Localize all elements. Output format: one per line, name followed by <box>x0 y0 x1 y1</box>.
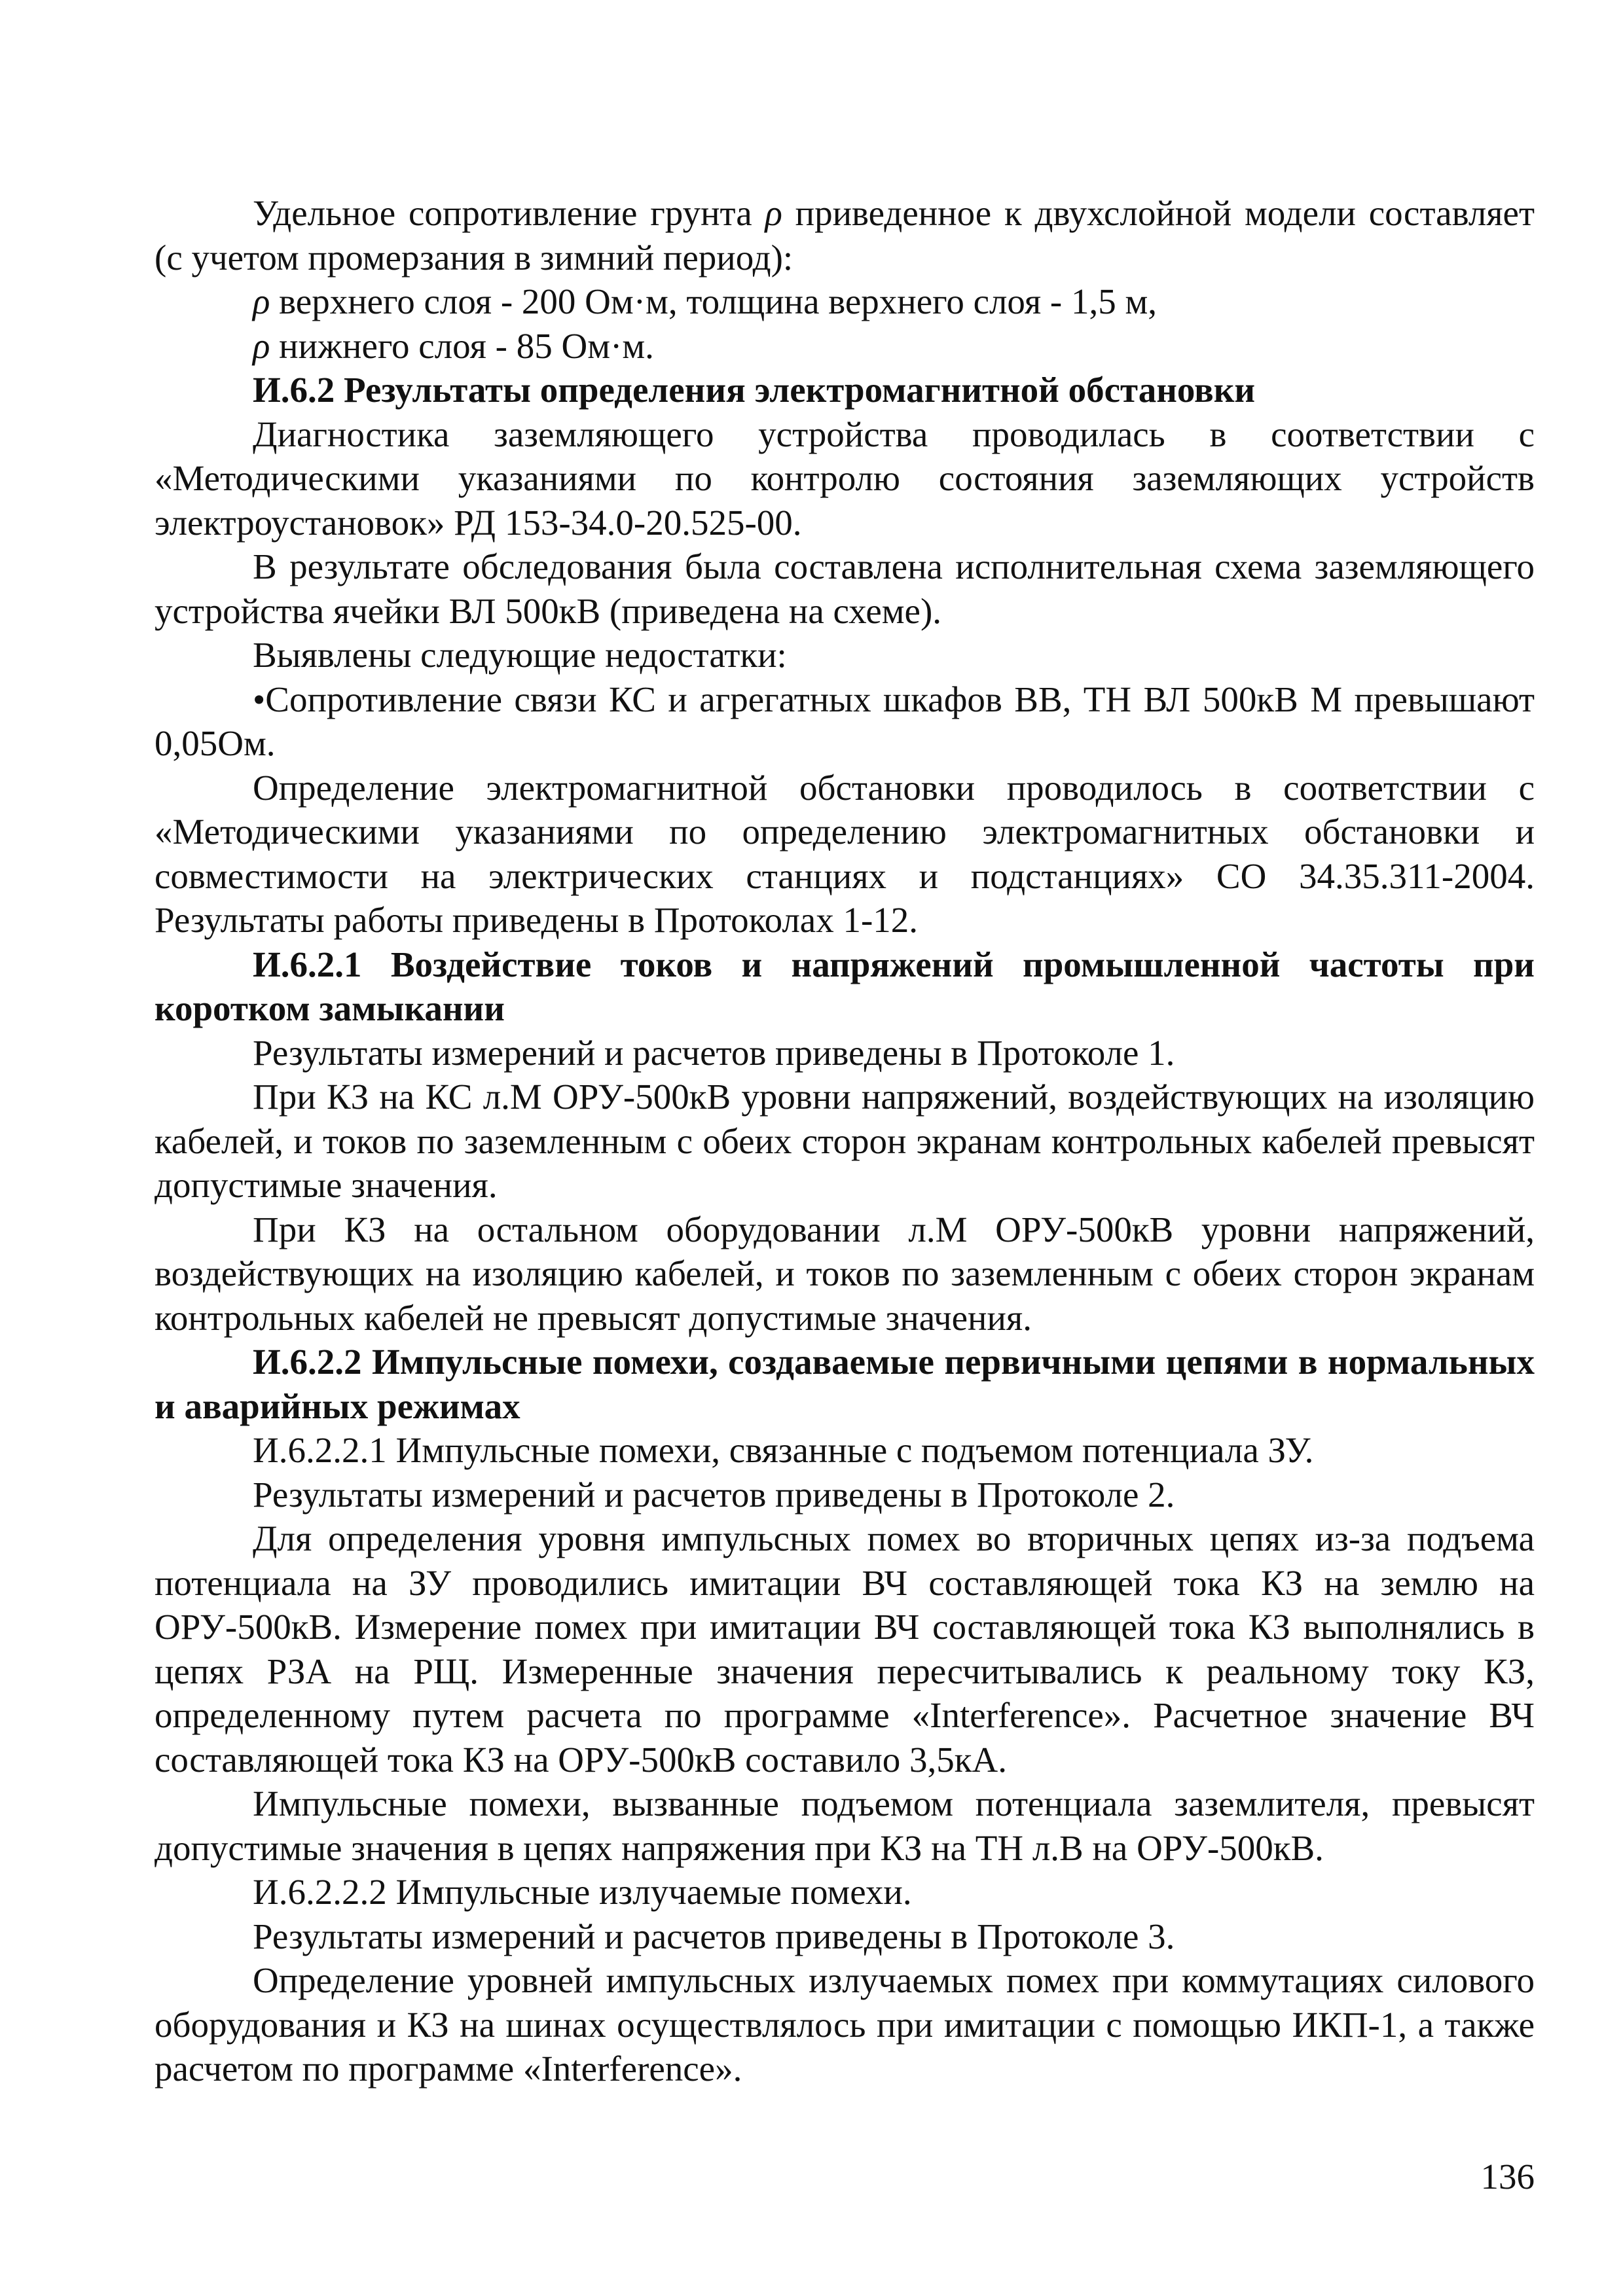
paragraph-rho-upper <box>155 279 1535 324</box>
heading-6-2: И.6.2 Результаты определения электромагнитной обстановки <box>253 370 1256 410</box>
paragraph-protocol-1: Результаты измерений и расчетов приведены в Протоколе 1. <box>253 1032 1175 1073</box>
paragraph-kz-other: При КЗ на остальном оборудовании л.М ОРУ-500кВ уровни напряжений, воздействующих на изоляцию кабелей, и токов по заземленным с обеих сторон экранам контрольных кабелей не превысят допустимые значения. <box>155 1209 1535 1338</box>
text-segment: нижнего слоя - 85 Ом·м. <box>270 325 654 366</box>
paragraph-survey-result: В результате обследования была составлена исполнительная схема заземляющего устройства ячейки ВЛ 500кВ (приведена на схеме). <box>155 547 1535 631</box>
paragraph-interference-level: Для определения уровня импульсных помех во вторичных цепях из-за подъема потенциала на ЗУ проводились имитации ВЧ составляющей тока КЗ на землю на ОРУ-500кВ. Измерение помех при имитации ВЧ составляющей тока КЗ выполнялись в цепях РЗА на РЩ. Измеренные значения пересчитывались к реальному току КЗ, определенному путем расчета по программе «Interference». Расчетное значение ВЧ составляющей тока КЗ на ОРУ-500кВ составило 3,5кА. <box>155 1518 1535 1780</box>
paragraph-defects-intro: Выявлены следующие недостатки: <box>253 635 787 675</box>
document-page <box>155 191 1535 2091</box>
text-segment: Удельное сопротивление грунта <box>253 193 765 233</box>
heading-6-2-1: И.6.2.1 Воздействие токов и напряжений промышленной частоты при коротком замыкании <box>155 944 1535 1028</box>
page-number: 136 <box>1480 2157 1535 2197</box>
paragraph-protocol-2: Результаты измерений и расчетов приведены в Протоколе 2. <box>253 1474 1175 1515</box>
paragraph-impulse-noise: Импульсные помехи, вызванные подъемом потенциала заземлителя, превысят допустимые значения в цепях напряжения при КЗ на ТН л.В на ОРУ-500кВ. <box>155 1784 1535 1868</box>
paragraph-diagnostics: Диагностика заземляющего устройства проводилась в соответствии с «Методическими указаниями по контролю состояния заземляющих устройств электроустановок» РД 153-34.0-20.525-00. <box>155 414 1535 543</box>
heading-6-2-2: И.6.2.2 Импульсные помехи, создаваемые первичными цепями в нормальных и аварийных режимах <box>155 1342 1535 1426</box>
paragraph-defect-item: •Сопротивление связи КС и агрегатных шкафов ВВ, ТН ВЛ 500кВ М превышают 0,05Ом. <box>155 679 1535 763</box>
paragraph-6-2-2-1: И.6.2.2.1 Импульсные помехи, связанные с подъемом потенциала ЗУ. <box>253 1430 1314 1470</box>
paragraph-emo-method: Определение электромагнитной обстановки проводилось в соответствии с «Методическими указаниями по определению электромагнитных обстановки и совместимости на электрических станциях и подстанциях» СО 34.35.311-2004. Результаты работы приведены в Протоколах 1-12. <box>155 767 1535 940</box>
rho-symbol: ρ <box>253 325 270 366</box>
rho-symbol: ρ <box>765 193 782 233</box>
paragraph-6-2-2-2: И.6.2.2.2 Импульсные излучаемые помехи. <box>253 1872 912 1912</box>
paragraph-ikp: Определение уровней импульсных излучаемых помех при коммутациях силового оборудования и КЗ на шинах осуществлялось при имитации с помощью ИКП-1, а также расчетом по программе «Interference». <box>155 1960 1535 2089</box>
paragraph-kz-ks: При КЗ на КС л.М ОРУ-500кВ уровни напряжений, воздействующих на изоляцию кабелей, и токов по заземленным с обеих сторон экранам контрольных кабелей превысят допустимые значения. <box>155 1077 1535 1205</box>
paragraph-soil-resistivity <box>155 191 1535 279</box>
rho-symbol: ρ <box>253 281 270 321</box>
text-segment: приведенное к двухслойной модели составляет (с учетом промерзания в зимний период): <box>155 193 1535 278</box>
text-segment: верхнего слоя - 200 Ом·м, толщина верхнего слоя - 1,5 м, <box>270 281 1158 321</box>
paragraph-rho-lower <box>155 324 1535 368</box>
paragraph-protocol-3: Результаты измерений и расчетов приведены в Протоколе 3. <box>253 1916 1175 1956</box>
